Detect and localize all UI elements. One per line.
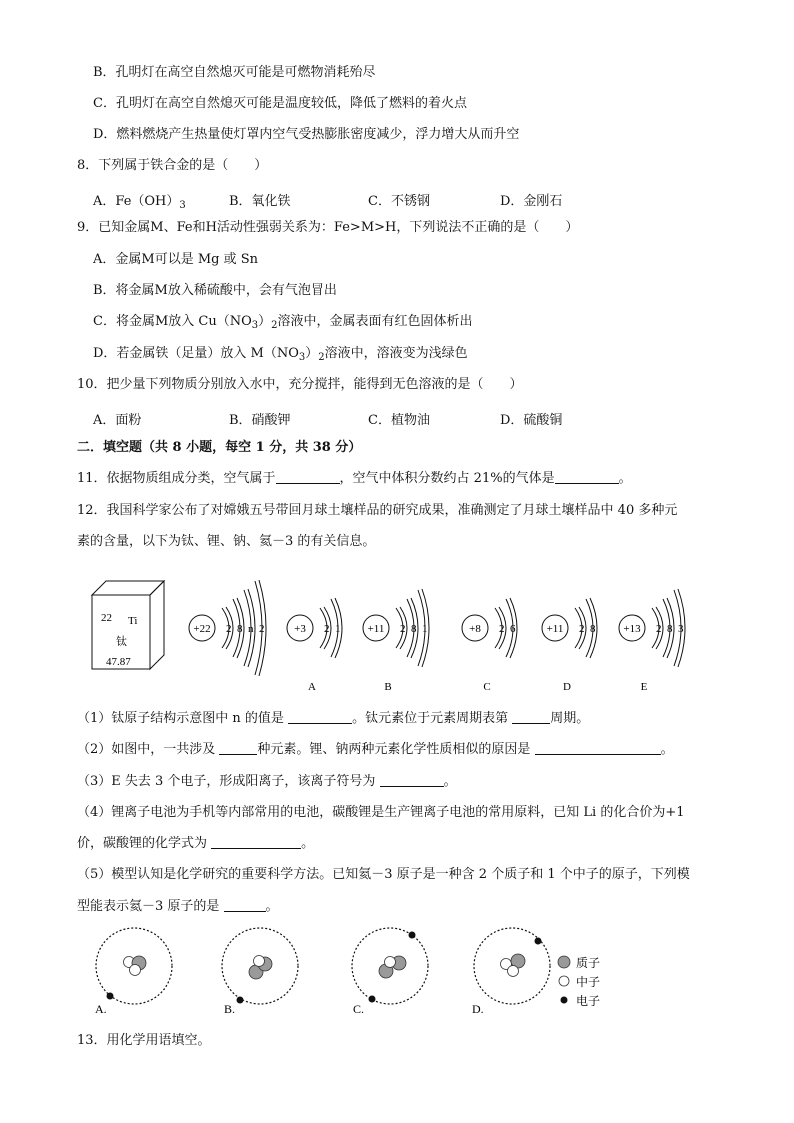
answer-blank[interactable] [380, 774, 444, 787]
q12-stem-line1: 12．我国科学家公布了对嫦娥五号带回月球土壤样品的研究成果，准确测定了月球土壤样品中 40 多种元 [77, 503, 678, 518]
shell-electron-count: 2 [579, 623, 585, 635]
atom-diagram [619, 589, 685, 693]
helium-model-option [222, 928, 298, 1016]
shell-electron-count: n [248, 623, 254, 635]
section-heading: 二．填空题（共 8 小题，每空 1 分，共 38 分） [77, 440, 362, 455]
q9-stem: 9．已知金属M、Fe和H活动性强弱关系为：Fe>M>H，下列说法不正确的是（ ） [77, 220, 579, 235]
q10-option-d: D．硫酸铜 [500, 413, 563, 428]
q10-stem: 10．把少量下列物质分别放入水中，充分搅拌，能得到无色溶液的是（ ） [77, 377, 523, 392]
q12-part5-line1: （5）模型认知是化学研究的重要科学方法。已知氦－3 原子是一种含 2 个质子和 1 个中子的原子，下列模 [77, 867, 690, 882]
shell-electron-count: 2 [226, 623, 232, 635]
atom-diagram [363, 589, 429, 693]
q7-option-c: C．孔明灯在高空自然熄灭可能是温度较低，降低了燃料的着火点 [93, 96, 467, 111]
q9-option-c: C．将金属M放入 $Cu(NO_3)_2$溶液中，金属表面有红色固体析出 [93, 314, 473, 331]
q8-option-a: A．$Fe(OH)_3$ [93, 194, 186, 211]
neutron-icon [508, 966, 519, 977]
legend-label: 中子 [576, 975, 601, 989]
q12-part3: （3）E 失去 3 个电子，形成阳离子，该离子符号为 。 [77, 774, 457, 789]
model-option-label: D. [472, 1002, 484, 1016]
shell-electron-count: 8 [411, 623, 417, 635]
q12-part5-line2: 型能表示氦－3 原子的是 。 [77, 899, 279, 914]
q12-part4-line2: 价，碳酸锂的化学式为 。 [77, 836, 315, 851]
tile-atomic-number: 22 [101, 612, 112, 624]
atom-diagram [189, 580, 266, 676]
answer-blank[interactable] [219, 742, 257, 755]
atom-label: D [563, 681, 571, 693]
shell-electron-count: 1 [422, 623, 428, 635]
nucleus-charge: +8 [469, 623, 481, 635]
proton-legend-icon [558, 956, 570, 968]
atom-label: C [483, 681, 491, 693]
electron-icon [107, 993, 114, 1000]
q7-option-d: D．燃料燃烧产生热量使灯罩内空气受热膨胀密度减少，浮力增大从而升空 [93, 127, 520, 142]
atom-label: A [308, 681, 316, 693]
q8-option-b: B．氧化铁 [229, 194, 291, 209]
atom-diagram [287, 598, 342, 693]
nucleus-charge: +13 [623, 623, 641, 635]
shell-electron-count: 8 [237, 623, 243, 635]
neutron-legend-icon [559, 976, 569, 986]
neutron-icon [130, 965, 141, 976]
q13-stem: 13．用化学用语填空。 [77, 1033, 211, 1048]
shell-electron-count: 2 [324, 623, 330, 635]
nucleus-charge: +11 [367, 623, 385, 635]
nucleus-charge: +22 [193, 623, 211, 635]
helium-model-option [95, 928, 172, 1016]
atom-label: B [384, 681, 392, 693]
neutron-icon [385, 957, 396, 968]
neutron-icon [254, 956, 265, 967]
electron-icon [409, 932, 416, 939]
q12-part1: （1）钛原子结构示意图中 n 的值是 。钛元素位于元素周期表第 周期。 [77, 711, 590, 726]
tile-mass: 47.87 [106, 656, 131, 668]
atom-label: E [640, 681, 648, 693]
q8-option-c: C．不锈钢 [368, 194, 430, 209]
q9-option-b: B．将金属M放入稀硫酸中，会有气泡冒出 [93, 283, 337, 298]
electron-icon [237, 997, 244, 1004]
shell-electron-count: 2 [656, 623, 662, 635]
electron-icon [369, 996, 376, 1003]
q12-part2: （2）如图中，一共涉及 种元素。锂、钠两种元素化学性质相似的原因是 。 [77, 742, 674, 757]
model-option-label: B. [224, 1002, 236, 1016]
q9-option-d: D．若金属铁（足量）放入 $M(NO_3)_2$溶液中，溶液变为浅绿色 [93, 346, 468, 363]
q9-option-a: A．金属M可以是 Mg 或 Sn [93, 252, 259, 267]
shell-electron-count: 6 [510, 623, 516, 635]
q8-stem: 8．下列属于铁合金的是（ ） [77, 158, 268, 173]
legend-label: 电子 [576, 994, 601, 1008]
tile-name: 钛 [116, 636, 127, 648]
answer-blank[interactable] [211, 836, 301, 849]
nucleus-charge: +11 [546, 623, 564, 635]
model-option-label: C. [353, 1002, 365, 1016]
shell-electron-count: 8 [667, 623, 673, 635]
shell-electron-count: 1 [335, 623, 341, 635]
helium-model-option [352, 928, 428, 1016]
shell-electron-count: 3 [678, 623, 684, 635]
nucleus-charge: +3 [294, 623, 306, 635]
answer-blank[interactable] [535, 742, 661, 755]
answer-blank[interactable] [288, 711, 352, 724]
q10-option-c: C．植物油 [368, 413, 430, 428]
answer-blank[interactable] [276, 471, 340, 484]
answer-blank[interactable] [555, 471, 619, 484]
q10-option-a: A．面粉 [93, 413, 142, 428]
shell-electron-count: 2 [400, 623, 406, 635]
q8-option-d: D．金刚石 [500, 194, 563, 209]
tile-symbol: Ti [128, 615, 138, 627]
atom-diagram [462, 598, 517, 693]
q11-stem: 11．依据物质组成分类，空气属于 ，空气中体积分数约占 21%的气体是 。 [77, 471, 632, 486]
q7-option-b: B．孔明灯在高空自然熄灭可能是可燃物消耗殆尽 [93, 65, 376, 80]
q10-option-b: B．硝酸钾 [229, 413, 291, 428]
shell-electron-count: 2 [499, 623, 505, 635]
electron-legend-icon [561, 997, 568, 1004]
electron-icon [535, 938, 542, 945]
answer-blank[interactable] [512, 711, 550, 724]
atom-diagram [542, 598, 597, 693]
q12-part4-line1: （4）锂离子电池为手机等内部常用的电池，碳酸锂是生产锂离子电池的常用原料，已知 Li 的化合价为+1 [77, 805, 685, 820]
shell-electron-count: 8 [590, 623, 596, 635]
answer-blank[interactable] [224, 899, 266, 912]
element-tile-titanium [92, 581, 164, 669]
model-legend [558, 955, 600, 1008]
model-option-label: A. [95, 1002, 107, 1016]
legend-label: 质子 [576, 956, 601, 970]
q12-stem-line2: 素的含量，以下为钛、锂、钠、氦－3 的有关信息。 [77, 534, 376, 549]
shell-electron-count: 2 [259, 623, 265, 635]
helium-model-figure [0, 922, 794, 1022]
helium-model-option [472, 928, 550, 1016]
atom-structure-figure [0, 560, 794, 700]
